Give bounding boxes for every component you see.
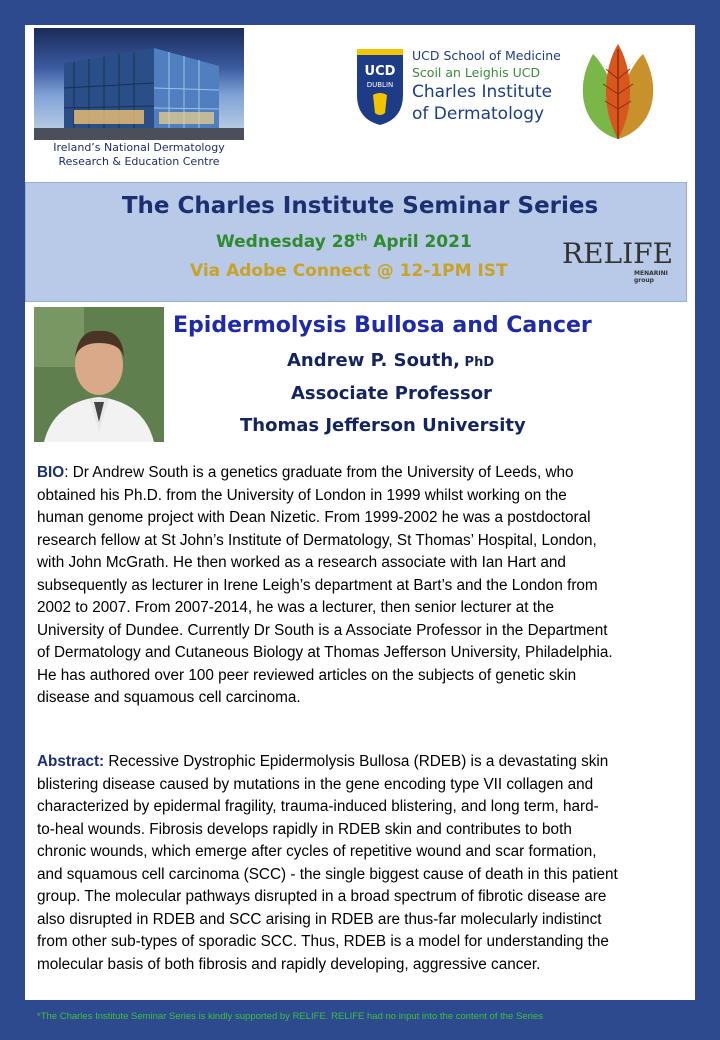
relife-logo <box>562 237 674 284</box>
abstract-line: group. The molecular pathways disrupted in a broad spectrum of fibrotic disease are <box>37 888 607 905</box>
bio-line <box>37 462 687 485</box>
ucd-shield-text: UCD <box>364 64 396 79</box>
bio-label: BIO <box>37 464 65 481</box>
caption-line: Ireland’s National Dermatology <box>53 141 225 154</box>
talk-title: Epidermolysis Bullosa and Cancer <box>173 313 592 338</box>
seminar-banner <box>25 182 687 302</box>
sponsor-footnote: *The Charles Institute Seminar Series is kindly supported by RELIFE. RELIFE had no input into the content of the Series <box>37 1011 543 1022</box>
ucd-line: UCD School of Medicine <box>412 48 561 63</box>
speaker-name-text: Andrew P. South, <box>287 350 461 371</box>
ucd-shield-logo <box>355 47 405 131</box>
abstract-section <box>37 751 687 976</box>
ucd-institute-name <box>412 47 561 125</box>
flyer <box>25 25 695 1000</box>
ucd-line: Charles Institute <box>412 82 553 102</box>
abstract-line: from other sub-types of sporadic SCC. Thus, RDEB is a model for understanding the <box>37 933 609 950</box>
speaker-degree: PhD <box>460 355 495 370</box>
date-sup: th <box>355 232 368 244</box>
relife-word: RELIFE <box>562 237 674 270</box>
abstract-line: chronic wounds, which emerge after cycles of repetitive wound and scar formation, <box>37 843 597 860</box>
seminar-venue: Via Adobe Connect @ 12-1PM IST <box>190 261 508 281</box>
bio-line: He has authored over 100 peer reviewed articles on the subjects of genetic skin <box>37 666 577 684</box>
bio-line: disease and squamous cell carcinoma. <box>37 689 301 706</box>
abstract-line: to-heal wounds. Fibrosis develops rapidly in RDEB skin and contributes to both <box>37 820 572 838</box>
seminar-date <box>216 232 472 252</box>
building-illustration <box>34 28 244 140</box>
abstract-line: molecular basis of both fibrosis and rapidly developing, aggressive cancer. <box>37 955 541 973</box>
bio-line: 2002 to 2007. From 2007-2014, he was a lecturer, then senior lecturer at the <box>37 599 555 616</box>
abstract-line-text: Recessive Dystrophic Epidermolysis Bullosa (RDEB) is a devastating skin <box>104 753 609 770</box>
ucd-line: of Dermatology <box>412 104 545 124</box>
abstract-line: and squamous cell carcinoma (SCC) - the single biggest cause of death in this patient <box>37 865 618 883</box>
relife-sub: MENARINI group <box>634 270 668 284</box>
bio-section <box>37 462 687 710</box>
building-photo <box>34 28 244 140</box>
series-title: The Charles Institute Seminar Series <box>121 193 599 219</box>
ucd-shield-sub: DUBLIN <box>366 81 394 89</box>
date-prefix: Wednesday 28 <box>216 232 356 252</box>
bio-line: subsequently as lecturer in Irene Leigh’s department at Bart’s and the London from <box>37 576 598 594</box>
abstract-label: Abstract: <box>37 753 105 770</box>
caption-line: Research & Education Centre <box>58 155 220 168</box>
bio-line: of Dermatology and Cutaneous Biology at Thomas Jefferson University, Philadelphia. <box>37 644 613 661</box>
bio-line: University of Dundee. Currently Dr South is a Associate Professor in the Department <box>37 621 608 639</box>
abstract-line: characterized by epidermal fragility, trauma-induced blistering, and long term, hard- <box>37 798 599 815</box>
date-suffix: April 2021 <box>367 232 472 252</box>
abstract-line: also disrupted in RDEB and SCC arising in RDEB are thus-far molecularly indistinct <box>37 910 602 928</box>
bio-line: with John McGrath. He then worked as a research associate with Ian Hart and <box>37 554 566 571</box>
bio-line-text: : Dr Andrew South is a genetics graduate from the University of Leeds, who <box>64 464 574 481</box>
abstract-line: blistering disease caused by mutations in the gene encoding type VII collagen and <box>37 775 594 793</box>
abstract-line <box>37 751 687 774</box>
speaker-university: Thomas Jefferson University <box>240 415 526 436</box>
ucd-line-irish: Scoil an Leighis UCD <box>412 65 541 80</box>
bio-line: research fellow at St John’s Institute of Dermatology, St Thomas’ Hospital, London, <box>37 531 597 549</box>
speaker-name <box>287 350 494 371</box>
leaf-logo-icon <box>573 39 663 153</box>
speaker-photo <box>34 307 164 442</box>
bio-line: obtained his Ph.D. from the University of London in 1999 whilst working on the <box>37 486 567 504</box>
speaker-role: Associate Professor <box>291 383 492 404</box>
bio-line: human genome project with Dean Nizetic. From 1999-2002 he was a postdoctoral <box>37 509 591 526</box>
building-caption <box>25 141 253 169</box>
